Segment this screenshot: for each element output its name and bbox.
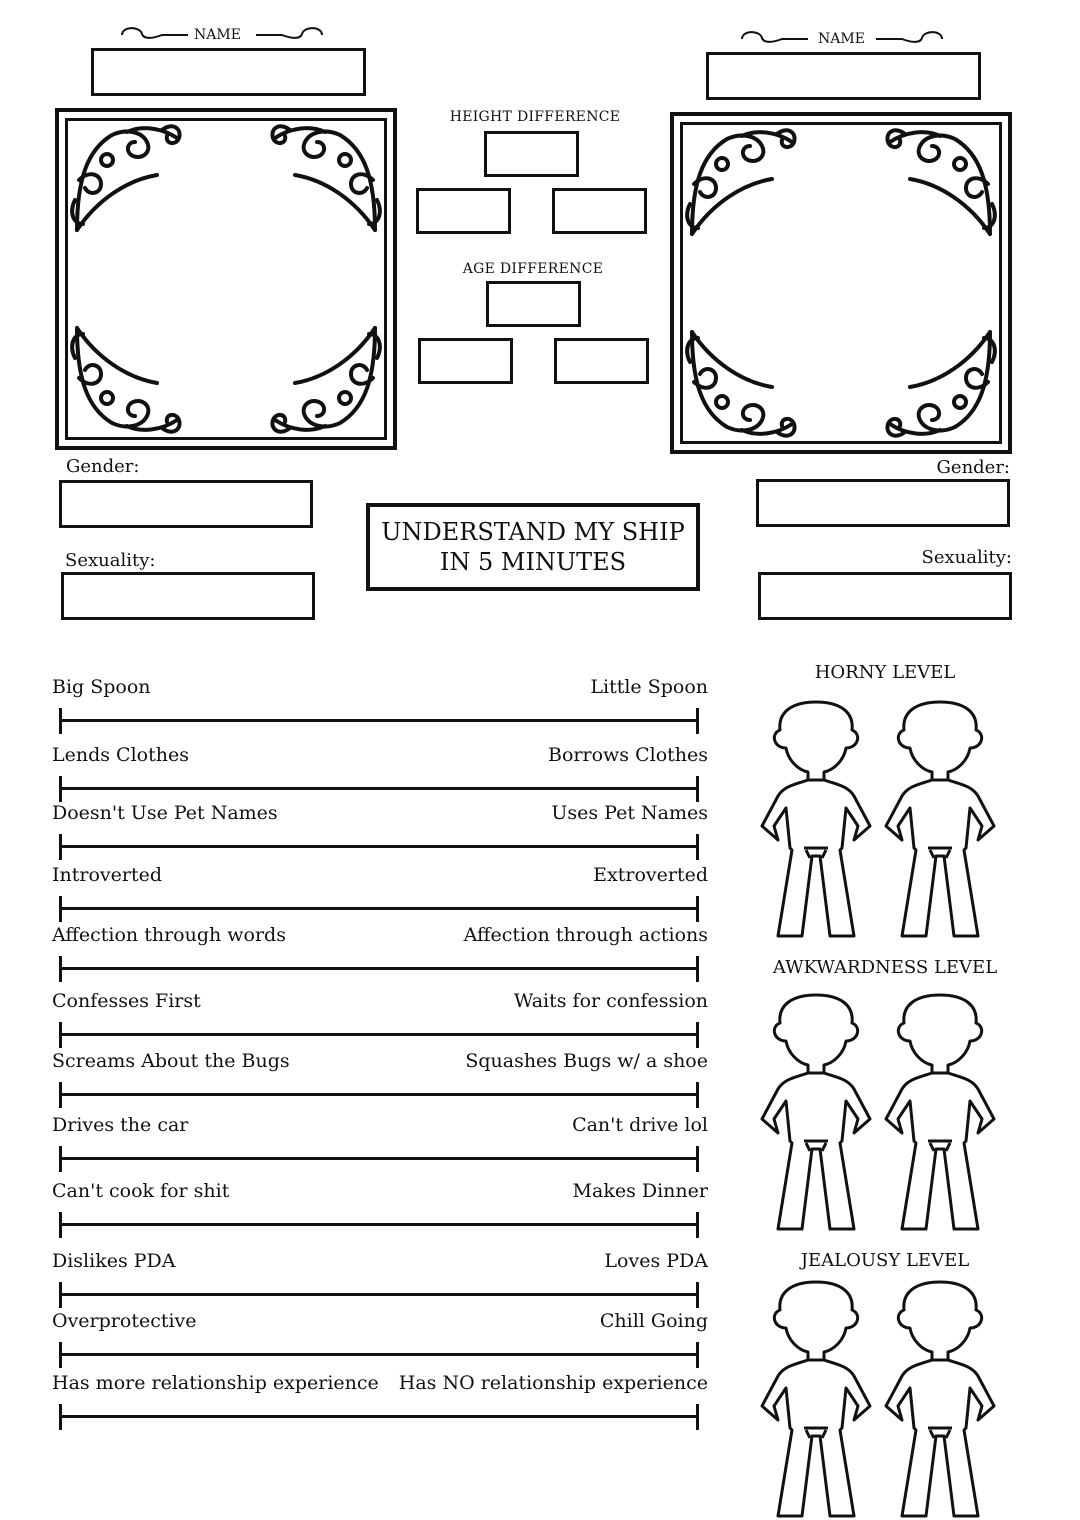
slider-track[interactable] <box>60 719 698 722</box>
slider-left-end <box>59 1212 62 1238</box>
slider-track[interactable] <box>60 1293 698 1296</box>
slider-left-end <box>59 1082 62 1108</box>
sheet-title <box>366 503 700 591</box>
person-outline-icon[interactable] <box>880 1280 1000 1520</box>
slider-track[interactable] <box>60 1223 698 1226</box>
height-difference-label: HEIGHT DIFFERENCE <box>449 109 621 125</box>
swirl-corner-icon <box>67 318 187 438</box>
right-sexuality-label: Sexuality: <box>921 547 1012 568</box>
slider-left-label: Dislikes PDA <box>52 1250 176 1272</box>
trait-slider-row[interactable] <box>50 676 710 736</box>
slider-track[interactable] <box>60 1093 698 1096</box>
horny-level-title: HORNY LEVEL <box>814 662 956 683</box>
left-gender-field[interactable] <box>59 480 313 528</box>
swirl-corner-icon <box>67 120 187 240</box>
slider-track[interactable] <box>60 907 698 910</box>
slider-left-end <box>59 708 62 734</box>
slider-right-label: Can't drive lol <box>572 1114 708 1136</box>
slider-left-end <box>59 1146 62 1172</box>
person-outline-icon[interactable] <box>880 700 1000 940</box>
slider-left-label: Screams About the Bugs <box>52 1050 290 1072</box>
slider-track[interactable] <box>60 1353 698 1356</box>
age-difference-label: AGE DIFFERENCE <box>462 261 604 277</box>
trait-slider-row[interactable] <box>50 744 710 804</box>
slider-left-end <box>59 1342 62 1368</box>
slider-right-label: Extroverted <box>593 864 708 886</box>
right-picture-frame[interactable] <box>670 112 1012 454</box>
slider-left-label: Affection through words <box>52 924 286 946</box>
slider-left-end <box>59 834 62 860</box>
slider-track[interactable] <box>60 1157 698 1160</box>
slider-left-label: Overprotective <box>52 1310 197 1332</box>
trait-slider-row[interactable] <box>50 1250 710 1310</box>
slider-right-end <box>696 1404 699 1430</box>
slider-right-end <box>696 708 699 734</box>
slider-left-end <box>59 956 62 982</box>
height-right-field[interactable] <box>552 188 647 234</box>
left-sexuality-field[interactable] <box>61 572 315 620</box>
swirl-corner-icon <box>880 322 1000 442</box>
slider-left-label: Introverted <box>52 864 163 886</box>
slider-right-end <box>696 1212 699 1238</box>
slider-right-label: Squashes Bugs w/ a shoe <box>465 1050 708 1072</box>
slider-right-label: Borrows Clothes <box>548 744 708 766</box>
swirl-corner-icon <box>265 318 385 438</box>
trait-slider-row[interactable] <box>50 864 710 924</box>
title-line-2: IN 5 MINUTES <box>439 548 627 576</box>
slider-right-end <box>696 956 699 982</box>
slider-right-end <box>696 1282 699 1308</box>
person-outline-icon[interactable] <box>756 993 876 1233</box>
slider-left-label: Doesn't Use Pet Names <box>52 802 278 824</box>
slider-left-end <box>59 1404 62 1430</box>
slider-right-label: Affection through actions <box>463 924 708 946</box>
slider-left-label: Confesses First <box>52 990 201 1012</box>
swirl-corner-icon <box>265 120 385 240</box>
left-sexuality-label: Sexuality: <box>65 550 156 571</box>
age-difference-total-field[interactable] <box>486 281 581 327</box>
trait-slider-row[interactable] <box>50 1180 710 1240</box>
slider-left-end <box>59 776 62 802</box>
left-picture-frame[interactable] <box>55 108 397 450</box>
trait-slider-row[interactable] <box>50 1372 710 1432</box>
slider-track[interactable] <box>60 1415 698 1418</box>
left-name-label: NAME <box>194 27 241 43</box>
swirl-corner-icon <box>880 124 1000 244</box>
jealousy-level-title: JEALOUSY LEVEL <box>800 1250 970 1271</box>
slider-left-label: Has more relationship experience <box>52 1372 379 1394</box>
slider-track[interactable] <box>60 1033 698 1036</box>
trait-slider-row[interactable] <box>50 1114 710 1174</box>
height-difference-total-field[interactable] <box>484 131 579 177</box>
right-name-field[interactable] <box>706 52 981 100</box>
swirl-corner-icon <box>682 124 802 244</box>
slider-right-label: Has NO relationship experience <box>398 1372 708 1394</box>
slider-right-label: Makes Dinner <box>572 1180 708 1202</box>
slider-right-label: Little Spoon <box>590 676 708 698</box>
trait-slider-row[interactable] <box>50 802 710 862</box>
person-outline-icon[interactable] <box>756 1280 876 1520</box>
age-right-field[interactable] <box>554 338 649 384</box>
slider-track[interactable] <box>60 787 698 790</box>
slider-right-label: Waits for confession <box>513 990 708 1012</box>
right-name-label-ornament <box>738 28 946 50</box>
slider-track[interactable] <box>60 967 698 970</box>
right-sexuality-field[interactable] <box>758 572 1012 620</box>
left-gender-label: Gender: <box>66 456 140 477</box>
slider-right-end <box>696 1146 699 1172</box>
height-left-field[interactable] <box>416 188 511 234</box>
person-outline-icon[interactable] <box>756 700 876 940</box>
left-name-label-ornament <box>118 24 326 46</box>
person-outline-icon[interactable] <box>880 993 1000 1233</box>
slider-left-label: Big Spoon <box>52 676 151 698</box>
slider-right-end <box>696 834 699 860</box>
slider-right-end <box>696 896 699 922</box>
slider-right-label: Uses Pet Names <box>551 802 708 824</box>
slider-left-end <box>59 896 62 922</box>
right-gender-field[interactable] <box>756 479 1010 527</box>
slider-right-end <box>696 776 699 802</box>
slider-right-end <box>696 1082 699 1108</box>
trait-slider-row[interactable] <box>50 1310 710 1370</box>
slider-right-label: Chill Going <box>599 1310 708 1332</box>
trait-slider-row[interactable] <box>50 1050 710 1110</box>
trait-slider-row[interactable] <box>50 924 710 984</box>
left-name-field[interactable] <box>91 48 366 96</box>
slider-left-end <box>59 1282 62 1308</box>
slider-left-label: Drives the car <box>52 1114 189 1136</box>
awkwardness-level-title: AWKWARDNESS LEVEL <box>772 957 998 978</box>
right-gender-label: Gender: <box>936 457 1010 478</box>
right-name-label: NAME <box>818 31 865 47</box>
slider-right-end <box>696 1022 699 1048</box>
slider-left-label: Lends Clothes <box>52 744 189 766</box>
slider-right-end <box>696 1342 699 1368</box>
slider-left-label: Can't cook for shit <box>52 1180 230 1202</box>
slider-right-label: Loves PDA <box>604 1250 708 1272</box>
slider-track[interactable] <box>60 845 698 848</box>
swirl-corner-icon <box>682 322 802 442</box>
slider-left-end <box>59 1022 62 1048</box>
age-left-field[interactable] <box>418 338 513 384</box>
title-line-1: UNDERSTAND MY SHIP <box>381 518 685 546</box>
trait-slider-row[interactable] <box>50 990 710 1050</box>
